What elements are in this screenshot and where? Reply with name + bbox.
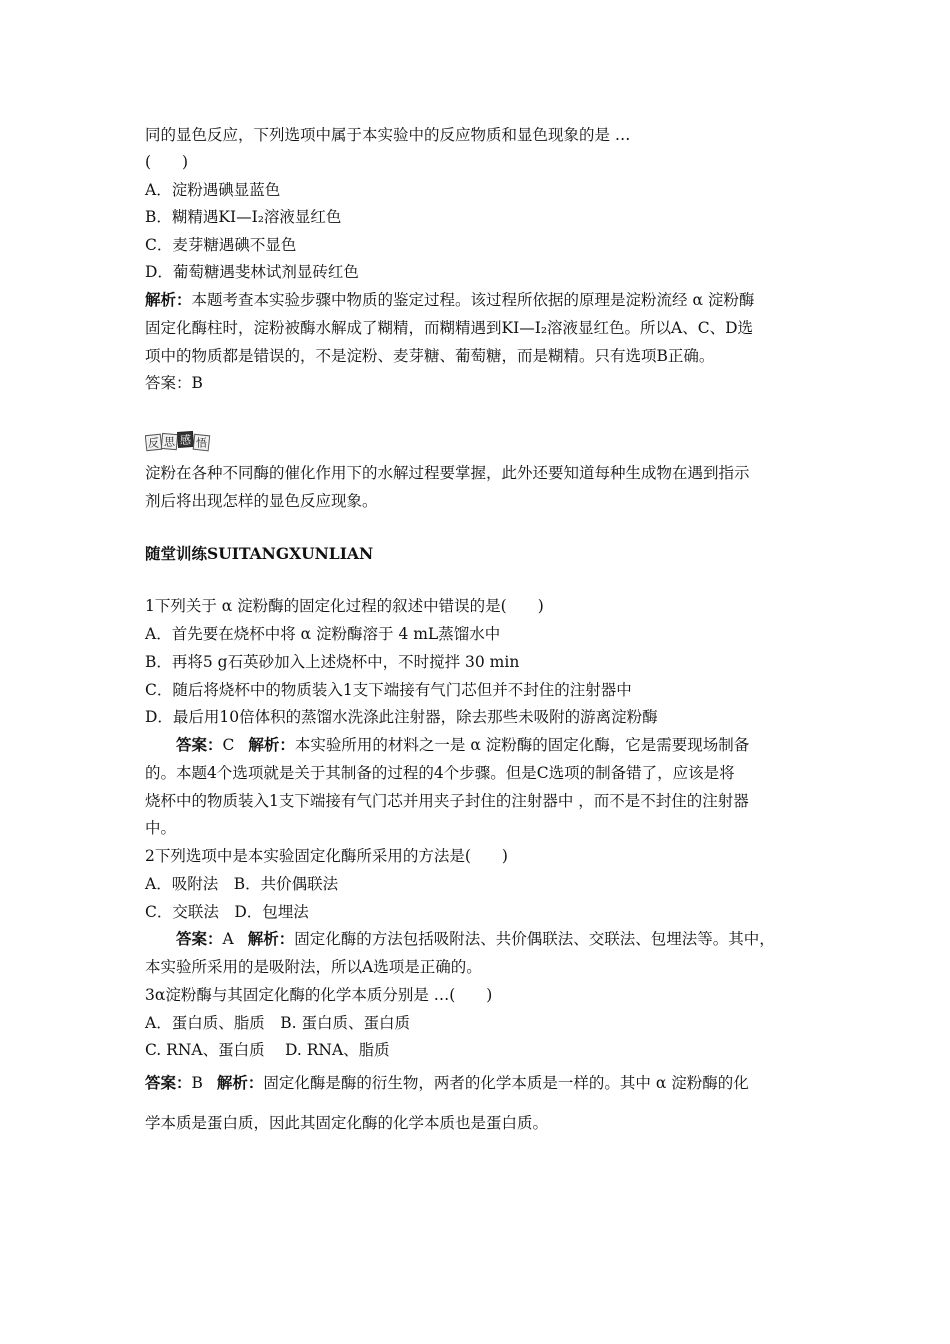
badge-char: 感 [180,433,191,447]
question-stem-line: 同的显色反应，下列选项中属于本实验中的反应物质和显色现象的是 … [145,126,631,144]
analysis-text: 本题考查本实验步骤中物质的鉴定过程。该过程所依据的原理是淀粉流经 α 淀粉酶 [191,291,755,309]
option-d: D．葡萄糖遇斐林试剂显砖红色 [145,263,359,281]
reflection-line: 淀粉在各种不同酶的催化作用下的水解过程要掌握，此外还要知道每种生成物在遇到指示 [145,464,750,482]
q1-analysis-line: 的。本题4个选项就是关于其制备的过程的4个步骤。但是C选项的制备错了，应该是将 [145,764,735,782]
analysis-line [145,290,754,310]
q1-option-c: C．随后将烧杯中的物质装入1支下端接有气门芯但并不封住的注射器中 [145,681,632,699]
q2-options-cd: C．交联法 D．包埋法 [145,903,309,921]
q1-option-d: D．最后用10倍体积的蒸馏水洗涤此注射器，除去那些未吸附的游离淀粉酶 [145,708,658,726]
answer-value: C [222,736,235,754]
section-title: 随堂训练SUITANGXUNLIAN [145,544,374,563]
analysis-text: 固定化酶是酶的衍生物，两者的化学本质是一样的。其中 α 淀粉酶的化 [263,1074,749,1092]
analysis-label: 解析： [145,290,192,309]
q3-analysis-line: 学本质是蛋白质，因此其固定化酶的化学本质也是蛋白质。 [145,1114,549,1132]
q2-options-ab: A．吸附法 B．共价偶联法 [145,875,339,893]
q1-analysis-line: 中。 [145,819,177,837]
answer-value: A [222,930,234,948]
option-c: C．麦芽糖遇碘不显色 [145,236,297,254]
question-2-stem: 2下列选项中是本实验固定化酶所采用的方法是( ) [145,847,508,865]
q3-options-ab: A．蛋白质、脂质 B. 蛋白质、蛋白质 [145,1014,410,1032]
analysis-text: 固定化酶的方法包括吸附法、共价偶联法、交联法、包埋法等。其中， [294,930,775,948]
analysis-text: 本实验所用的材料之一是 α 淀粉酶的固定化酶，它是需要现场制备 [294,736,750,754]
reflection-badge-icon [145,431,211,453]
answer-value: B [191,1074,203,1092]
q3-options-cd: C. RNA、蛋白质 D. RNA、脂质 [145,1041,390,1059]
answer-label: 答案： [176,735,223,754]
option-a: A．淀粉遇碘显蓝色 [145,181,281,199]
option-b: B．糊精遇KI—I₂溶液显红色 [145,208,342,226]
badge-char: 反 [148,436,159,450]
reflection-line: 剂后将出现怎样的显色反应现象。 [145,492,378,510]
question-3-stem: 3α淀粉酶与其固定化酶的化学本质分别是 …( ) [145,986,493,1004]
badge-char: 思 [164,435,175,449]
q1-answer-line [176,735,749,755]
badge-char: 悟 [196,436,207,450]
q3-answer-line [145,1073,749,1093]
analysis-label: 解析： [247,929,295,948]
analysis-line: 项中的物质都是错误的，不是淀粉、麦芽糖、葡萄糖，而是糊精。只有选项B正确。 [145,347,715,365]
answer-label: 答案： [145,1073,192,1092]
q2-analysis-line: 本实验所采用的是吸附法，所以A选项是正确的。 [145,958,482,976]
analysis-line: 固定化酶柱时，淀粉被酶水解成了糊精，而糊精遇到KI—I₂溶液显红色。所以A、C、D选 [145,319,754,337]
q1-option-a: A．首先要在烧杯中将 α 淀粉酶溶于 4 mL蒸馏水中 [145,625,501,643]
question-1-stem: 1下列关于 α 淀粉酶的固定化过程的叙述中错误的是( ) [145,597,544,615]
q1-option-b: B．再将5 g石英砂加入上述烧杯中，不时搅拌 30 min [145,653,520,671]
q1-analysis-line: 烧杯中的物质装入1支下端接有气门芯并用夹子封住的注射器中 ，而不是不封住的注射器 [145,792,749,810]
analysis-label: 解析： [216,1073,264,1092]
analysis-label: 解析： [248,735,295,754]
q2-answer-line [176,929,775,949]
answer-label: 答案： [176,929,223,948]
question-bracket: ( ) [145,153,189,171]
answer-line: 答案：B [145,374,203,392]
